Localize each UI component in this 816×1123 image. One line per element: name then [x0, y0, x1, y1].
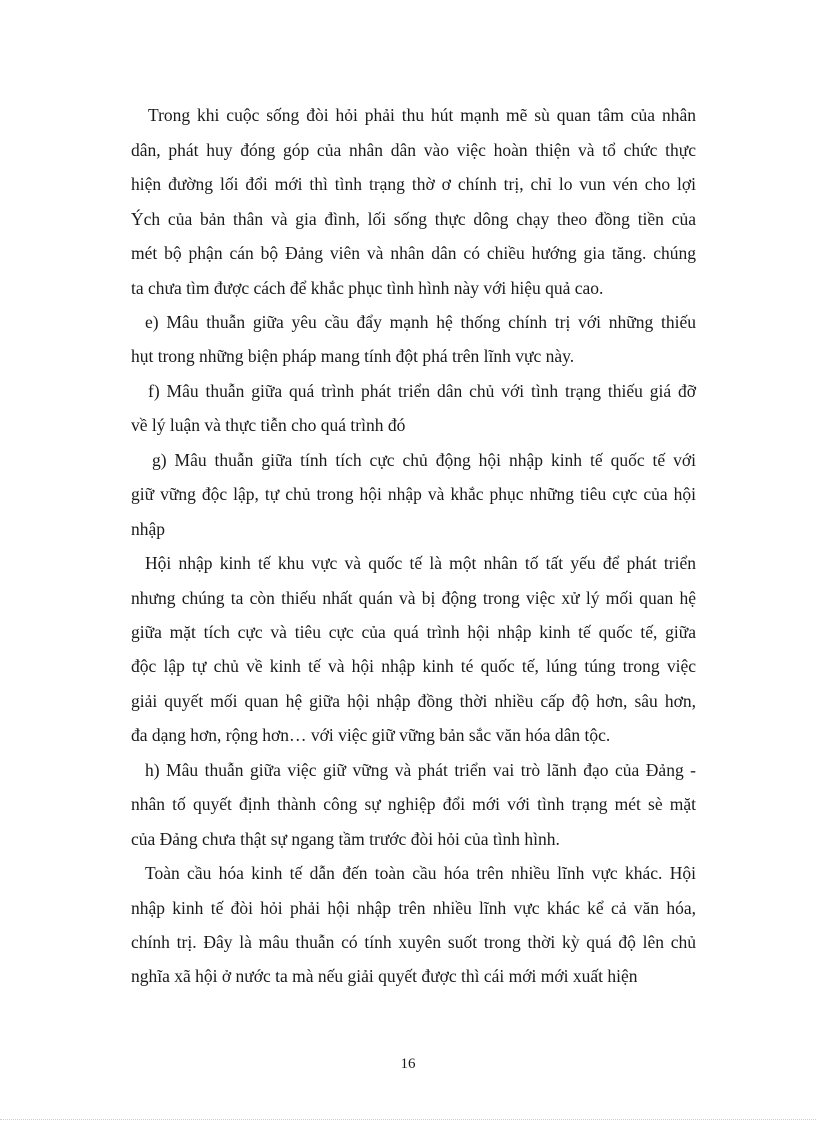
paragraph-hoi-nhap-line-1: Hội nhập kinh tế khu vực và quốc tế là một nhân tố tất yếu để phát triển [145, 553, 696, 573]
paragraph-hoi-nhap-line-4: độc lập tự chủ về kinh tế và hội nhập kinh té quốc tế, lúng túng trong việc [131, 656, 696, 676]
paragraph-f-line-2: về lý luận và thực tiễn cho quá trình đó [131, 415, 406, 435]
paragraph-hoi-nhap-line-5: giải quyết mối quan hệ giữa hội nhập đồng thời nhiều cấp độ hơn, sâu hơn, [131, 691, 696, 711]
paragraph-1-line-6: ta chưa tìm được cách để khắc phục tình hình này với hiệu quả cao. [131, 278, 604, 298]
paragraph-e-line-2: hụt trong những biện pháp mang tính đột phá trên lĩnh vực này. [131, 346, 575, 366]
paragraph-h-line-1: h) Mâu thuẫn giữa việc giữ vững và phát triển vai trò lãnh đạo của Đảng - [145, 760, 696, 780]
paragraph-e-line-1: e) Mâu thuẫn giữa yêu cầu đẩy mạnh hệ thống chính trị với những thiếu [145, 312, 696, 332]
paragraph-1-line-4: Ých của bản thân và gia đình, lối sống thực dông chạy theo đồng tiền của [131, 209, 696, 229]
paragraph-hoi-nhap-line-3: giữa mặt tích cực và tiêu cực của quá trình hội nhập kinh tế quốc tế, giữa [131, 622, 696, 642]
paragraph-toan-cau-line-2: nhập kinh tế đòi hỏi phải hội nhập trên nhiều lĩnh vực khác kể cả văn hóa, [131, 898, 696, 918]
paragraph-f-line-1: f) Mâu thuẫn giữa quá trình phát triển dân chủ với tình trạng thiếu giá đỡ [148, 381, 696, 401]
page-bottom-border [0, 1119, 816, 1120]
paragraph-toan-cau-line-4: nghĩa xã hội ở nước ta mà nếu giải quyết được thì cái mới mới xuất hiện [131, 966, 638, 986]
page-number: 16 [400, 1056, 416, 1072]
paragraph-g-line-1: g) Mâu thuẫn giữa tính tích cực chủ động hội nhập kinh tế quốc tế với [152, 450, 696, 470]
paragraph-1-line-1: Trong khi cuộc sống đòi hỏi phải thu hút mạnh mẽ sù quan tâm của nhân [148, 105, 696, 125]
paragraph-hoi-nhap-line-2: nhưng chúng ta còn thiếu nhất quán và bị động trong việc xử lý mối quan hệ [131, 588, 696, 608]
paragraph-1-line-5: mét bộ phận cán bộ Đảng viên và nhân dân có chiều hướng gia tăng. chúng [131, 243, 696, 263]
paragraph-toan-cau-line-3: chính trị. Đây là mâu thuẫn có tính xuyên suốt trong thời kỳ quá độ lên chủ [131, 932, 696, 952]
paragraph-g-line-2: giữ vững độc lập, tự chủ trong hội nhập và khắc phục những tiêu cực của hội [131, 484, 696, 504]
paragraph-h-line-3: của Đảng chưa thật sự ngang tầm trước đòi hỏi của tình hình. [131, 829, 560, 849]
paragraph-1-line-3: hiện đường lối đổi mới thì tình trạng thờ ơ chính trị, chỉ lo vun vén cho lợi [131, 174, 696, 194]
paragraph-g-line-3: nhập [131, 519, 166, 539]
paragraph-hoi-nhap-line-6: đa dạng hơn, rộng hơn… với việc giữ vững bản sắc văn hóa dân tộc. [131, 725, 611, 745]
paragraph-h-line-2: nhân tố quyết định thành công sự nghiệp đổi mới với tình trạng mét sè mặt [131, 794, 696, 814]
paragraph-toan-cau-line-1: Toàn cầu hóa kinh tế dẫn đến toàn cầu hóa trên nhiều lĩnh vực khác. Hội [145, 863, 696, 883]
paragraph-1-line-2: dân, phát huy đóng góp của nhân dân vào việc hoàn thiện và tổ chức thực [131, 140, 696, 160]
